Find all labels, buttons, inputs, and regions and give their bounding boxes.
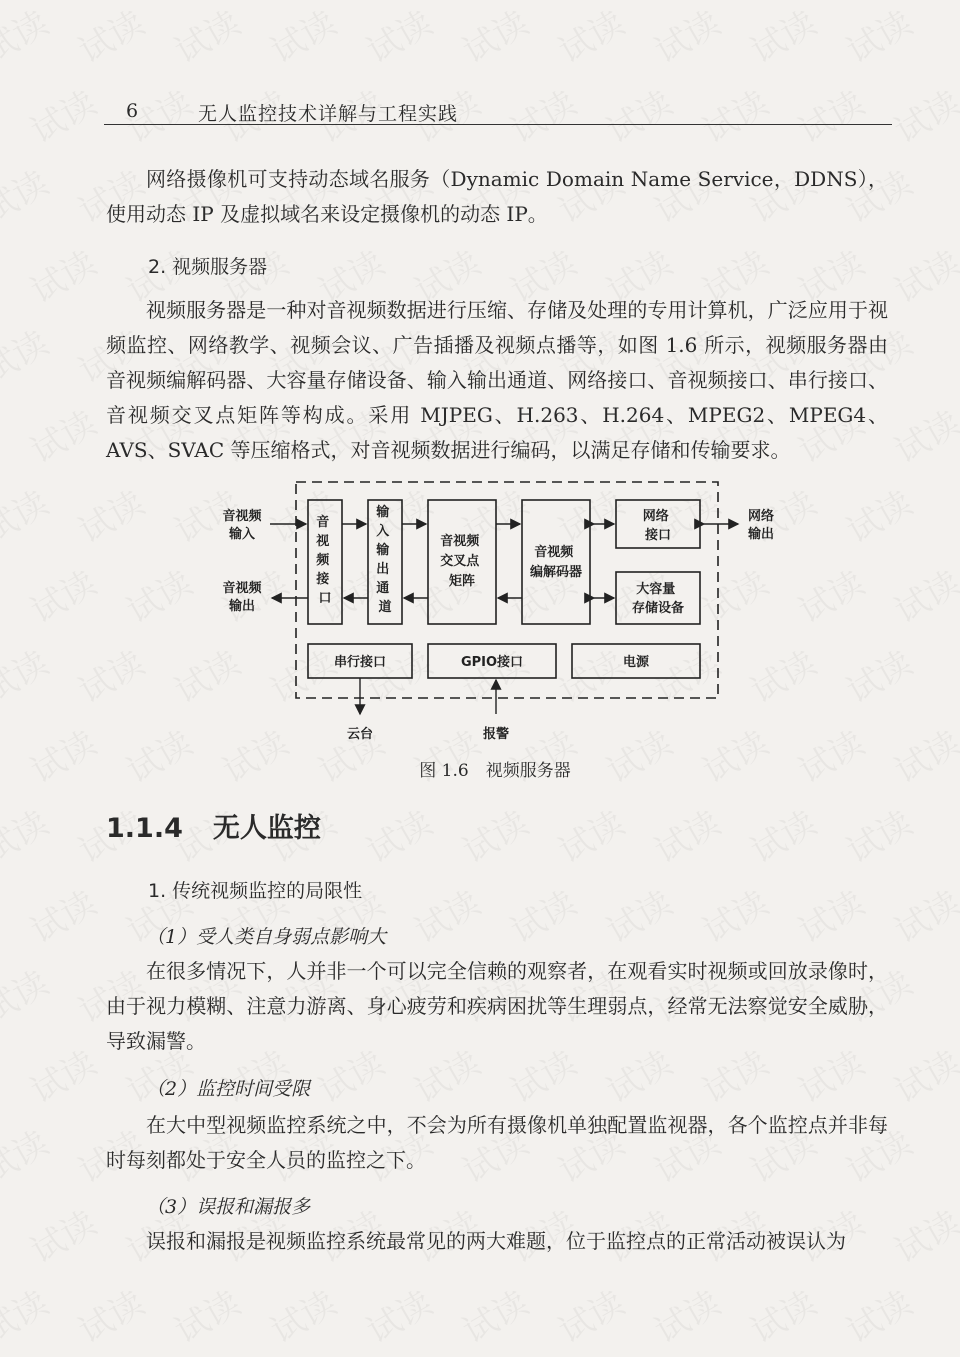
item-human-weakness: （1）受人类自身弱点影响大 [146, 926, 387, 948]
label-ptz: 云台 [346, 727, 374, 742]
item-false-alarm: （3）误报和漏报多 [146, 1196, 311, 1218]
label-av-input: 音视频输入 [222, 509, 262, 542]
paragraph-human-weakness: 在很多情况下，人并非一个可以完全信赖的观察者，在观看实时视频或回放录像时，由于视力模糊、注意力游离、身心疲劳和疾病困扰等生理弱点，经常无法察觉安全威胁，导致漏警。 [106, 959, 888, 1053]
label-av-output: 音视频输出 [222, 581, 262, 614]
label-alarm: 报警 [482, 727, 510, 742]
section-number: 1.1.4 [106, 813, 183, 844]
paragraph-ddns: 网络摄像机可支持动态域名服务（Dynamic Domain Name Service，DDNS），使用动态 IP 及虚拟域名来设定摄像机的动态 IP。 [106, 167, 888, 226]
label-network-interface: 网络 接口 [642, 509, 672, 543]
label-network-output: 网络输出 [747, 509, 775, 542]
label-mass-storage: 大容量 存储设备 [631, 582, 685, 616]
page-header [104, 96, 892, 125]
label-power: 电源 [622, 655, 650, 670]
section-heading [106, 806, 321, 845]
item-time-limit: （2）监控时间受限 [146, 1078, 311, 1100]
paragraph-video-server: 视频服务器是一种对音视频数据进行压缩、存储及处理的专用计算机，广泛应用于视频监控、网络教学、视频会议、广告插播及视频点播等，如图 1.6 所示，视频服务器由音视频编解码器、大容量存储设备、输入输出通道、网络接口、音视频接口、串行接口、音视频交叉点矩阵等构成。采用 MJPEG、H.263、H.264、MPEG2、MPEG4、AVS、SVAC 等压缩格式，对音视频数据进行编码，以满足存储和传输要求。 [106, 298, 888, 462]
page-number: 6 [126, 100, 139, 122]
paragraph-time-limit: 在大中型视频监控系统之中，不会为所有摄像机单独配置监视器，各个监控点并非每时每刻都处于安全人员的监控之下。 [106, 1113, 888, 1172]
figure-caption: 图 1.6 视频服务器 [419, 761, 571, 781]
label-io-channel: 输 入 输 出 通 道 [376, 505, 392, 615]
subheading-video-server: 2. 视频服务器 [148, 256, 268, 278]
label-av-codec: 音视频 编解码器 [529, 545, 583, 580]
box-av-codec [522, 500, 590, 624]
label-av-matrix: 音视频 交叉点 矩阵 [440, 534, 480, 589]
section-title: 无人监控 [212, 813, 321, 844]
box-mass-storage [616, 572, 700, 624]
paragraph-false-alarm: 误报和漏报是视频监控系统最常见的两大难题，位于监控点的正常活动被误认为 [146, 1229, 846, 1253]
subheading-limits: 1. 传统视频监控的局限性 [148, 880, 363, 902]
video-server-diagram [210, 478, 790, 750]
label-av-interface: 音 视 频 接 口 [316, 515, 332, 606]
label-serial-interface: 串行接口 [333, 655, 387, 670]
label-gpio-interface: GPIO接口 [460, 655, 524, 670]
book-title: 无人监控技术详解与工程实践 [198, 103, 459, 125]
